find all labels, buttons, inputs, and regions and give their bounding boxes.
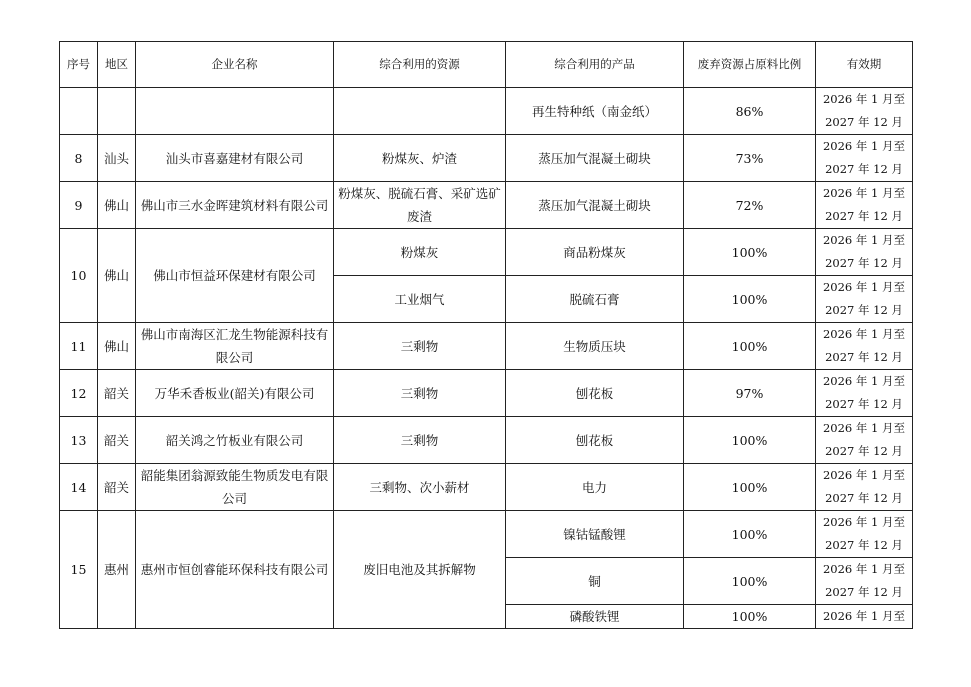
ratio-cell: 100%	[684, 558, 816, 605]
product-cell: 蒸压加气混凝土砌块	[506, 135, 684, 182]
seq-cell: 15	[60, 511, 98, 629]
resource-cell: 粉煤灰、脱硫石膏、采矿选矿废渣	[334, 182, 506, 229]
header-region: 地区	[98, 42, 136, 88]
ratio-cell: 73%	[684, 135, 816, 182]
company-cell: 惠州市恒创睿能环保科技有限公司	[136, 511, 334, 629]
product-cell: 镍钴锰酸锂	[506, 511, 684, 558]
resource-cell: 废旧电池及其拆解物	[334, 511, 506, 629]
product-cell: 生物质压块	[506, 323, 684, 370]
seq-cell: 11	[60, 323, 98, 370]
table-row	[60, 182, 913, 229]
ratio-cell: 72%	[684, 182, 816, 229]
valid-to: 2027 年 12 月	[825, 491, 903, 505]
ratio-cell: 100%	[684, 605, 816, 629]
region-cell: 惠州	[98, 511, 136, 629]
region-cell: 韶关	[98, 370, 136, 417]
valid-from: 2026 年 1 月至	[822, 374, 906, 388]
region-cell: 佛山	[98, 323, 136, 370]
product-cell: 磷酸铁锂	[506, 605, 684, 629]
region-cell: 佛山	[98, 229, 136, 323]
region-cell: 韶关	[98, 417, 136, 464]
valid-to: 2027 年 12 月	[825, 256, 903, 270]
table-row	[60, 464, 913, 511]
header-resource: 综合利用的资源	[334, 42, 506, 88]
region-cell: 韶关	[98, 464, 136, 511]
company-cell: 汕头市喜嘉建材有限公司	[136, 135, 334, 182]
resource-cell: 粉煤灰	[334, 229, 506, 276]
company-cell: 韶能集团翁源致能生物质发电有限公司	[136, 464, 334, 511]
seq-cell: 8	[60, 135, 98, 182]
validity-cell	[816, 417, 913, 464]
validity-cell	[816, 370, 913, 417]
region-cell	[98, 88, 136, 135]
validity-cell	[816, 464, 913, 511]
region-cell: 佛山	[98, 182, 136, 229]
product-cell: 刨花板	[506, 417, 684, 464]
resource-cell: 三剩物、次小薪材	[334, 464, 506, 511]
valid-from: 2026 年 1 月至	[822, 327, 906, 341]
valid-to: 2027 年 12 月	[825, 115, 903, 129]
header-ratio: 废弃资源占原料比例	[684, 42, 816, 88]
valid-from: 2026 年 1 月至	[822, 92, 906, 106]
ratio-cell: 100%	[684, 323, 816, 370]
seq-cell: 14	[60, 464, 98, 511]
product-cell: 蒸压加气混凝土砌块	[506, 182, 684, 229]
validity-cell	[816, 135, 913, 182]
seq-cell: 12	[60, 370, 98, 417]
validity-cell	[816, 276, 913, 323]
resource-cell: 三剩物	[334, 417, 506, 464]
valid-to: 2027 年 12 月	[825, 162, 903, 176]
validity-cell	[816, 88, 913, 135]
ratio-cell: 100%	[684, 229, 816, 276]
table-row	[60, 323, 913, 370]
valid-to: 2027 年 12 月	[825, 397, 903, 411]
company-cell: 佛山市南海区汇龙生物能源科技有限公司	[136, 323, 334, 370]
valid-to: 2027 年 12 月	[825, 585, 903, 599]
resource-cell	[334, 88, 506, 135]
valid-to: 2027 年 12 月	[825, 538, 903, 552]
validity-cell	[816, 605, 913, 629]
product-cell: 再生特种纸（南金纸）	[506, 88, 684, 135]
ratio-cell: 97%	[684, 370, 816, 417]
table-row	[60, 229, 913, 276]
product-cell: 脱硫石膏	[506, 276, 684, 323]
validity-cell	[816, 323, 913, 370]
valid-from: 2026 年 1 月至	[822, 280, 906, 294]
ratio-cell: 86%	[684, 88, 816, 135]
ratio-cell: 100%	[684, 511, 816, 558]
company-cell: 佛山市恒益环保建材有限公司	[136, 229, 334, 323]
seq-cell: 13	[60, 417, 98, 464]
product-cell: 商品粉煤灰	[506, 229, 684, 276]
ratio-cell: 100%	[684, 417, 816, 464]
header-company: 企业名称	[136, 42, 334, 88]
valid-from: 2026 年 1 月至	[822, 609, 906, 623]
valid-to: 2027 年 12 月	[825, 303, 903, 317]
valid-from: 2026 年 1 月至	[822, 515, 906, 529]
valid-from: 2026 年 1 月至	[822, 233, 906, 247]
region-cell: 汕头	[98, 135, 136, 182]
validity-cell	[816, 229, 913, 276]
valid-from: 2026 年 1 月至	[822, 186, 906, 200]
table-row	[60, 135, 913, 182]
company-cell: 万华禾香板业(韶关)有限公司	[136, 370, 334, 417]
seq-cell: 10	[60, 229, 98, 323]
seq-cell	[60, 88, 98, 135]
ratio-cell: 100%	[684, 464, 816, 511]
valid-from: 2026 年 1 月至	[822, 139, 906, 153]
validity-cell	[816, 182, 913, 229]
valid-from: 2026 年 1 月至	[822, 468, 906, 482]
product-cell: 刨花板	[506, 370, 684, 417]
header-product: 综合利用的产品	[506, 42, 684, 88]
seq-cell: 9	[60, 182, 98, 229]
valid-to: 2027 年 12 月	[825, 350, 903, 364]
valid-to: 2027 年 12 月	[825, 444, 903, 458]
table-row	[60, 370, 913, 417]
validity-cell	[816, 511, 913, 558]
company-cell	[136, 88, 334, 135]
resource-cell: 三剩物	[334, 370, 506, 417]
validity-cell	[816, 558, 913, 605]
resource-utilization-table	[59, 41, 913, 629]
ratio-cell: 100%	[684, 276, 816, 323]
header-seq: 序号	[60, 42, 98, 88]
valid-to: 2027 年 12 月	[825, 209, 903, 223]
product-cell: 铜	[506, 558, 684, 605]
company-cell: 韶关鸿之竹板业有限公司	[136, 417, 334, 464]
header-validity: 有效期	[816, 42, 913, 88]
resource-cell: 工业烟气	[334, 276, 506, 323]
valid-from: 2026 年 1 月至	[822, 562, 906, 576]
table-row	[60, 417, 913, 464]
valid-from: 2026 年 1 月至	[822, 421, 906, 435]
resource-cell: 粉煤灰、炉渣	[334, 135, 506, 182]
header-row	[60, 42, 913, 88]
table-row	[60, 88, 913, 135]
product-cell: 电力	[506, 464, 684, 511]
table-row	[60, 511, 913, 558]
resource-cell: 三剩物	[334, 323, 506, 370]
company-cell: 佛山市三水金晖建筑材料有限公司	[136, 182, 334, 229]
